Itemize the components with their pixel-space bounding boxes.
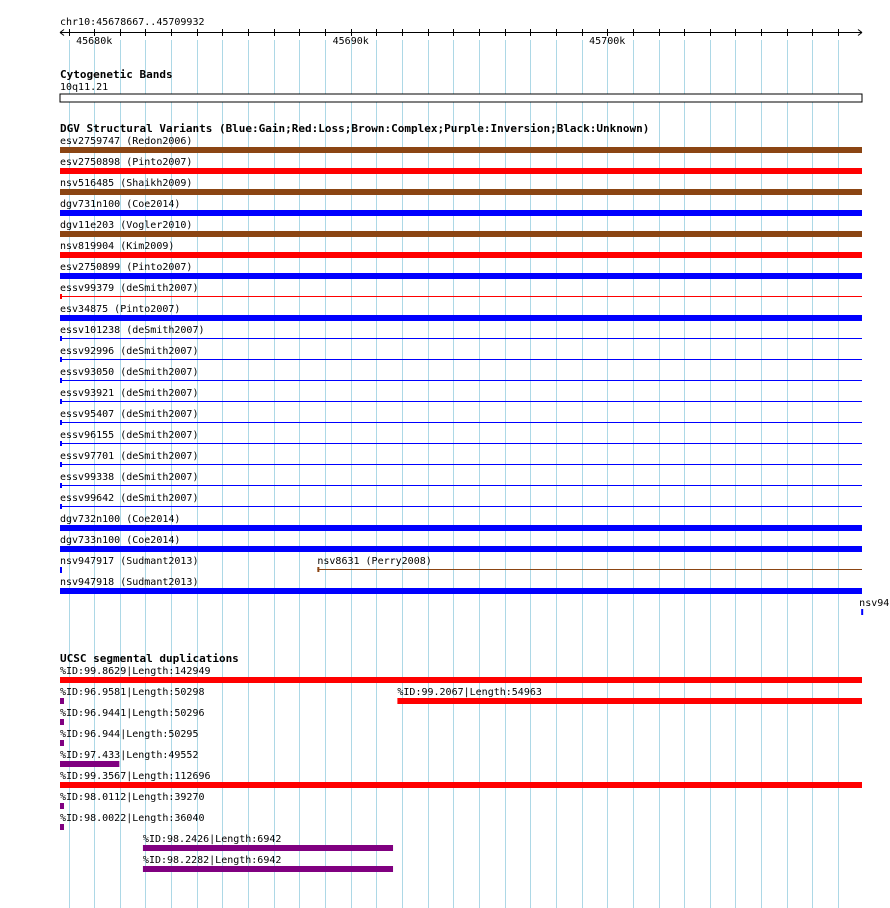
dgv-feature-bar[interactable] xyxy=(60,168,862,174)
segdup-feature[interactable] xyxy=(60,813,205,830)
dgv-feature-bar[interactable] xyxy=(60,189,862,195)
dgv-feature[interactable] xyxy=(60,157,862,174)
dgv-feature[interactable] xyxy=(60,514,862,531)
dgv-feature-bar[interactable] xyxy=(60,210,862,216)
dgv-feature[interactable] xyxy=(60,451,862,467)
segdup-feature[interactable] xyxy=(397,687,862,704)
dgv-feature[interactable] xyxy=(60,367,862,383)
dgv-feature-end xyxy=(60,294,62,299)
dgv-feature-label: esv34875 (Pinto2007) xyxy=(60,304,181,315)
dgv-feature-end xyxy=(60,420,62,425)
dgv-feature-end xyxy=(60,399,62,404)
dgv-track xyxy=(60,136,889,615)
dgv-feature-bar[interactable] xyxy=(60,443,862,444)
dgv-feature-end xyxy=(60,378,62,383)
dgv-feature-bar[interactable] xyxy=(60,506,862,507)
dgv-feature-bar[interactable] xyxy=(60,231,862,237)
dgv-feature[interactable] xyxy=(859,598,889,615)
dgv-feature[interactable] xyxy=(60,241,862,258)
segdup-feature-label: %ID:99.3567|Length:112696 xyxy=(60,771,211,782)
segdup-feature-label: %ID:96.944|Length:50295 xyxy=(60,729,199,740)
dgv-feature[interactable] xyxy=(60,178,862,195)
segdup-feature-label: %ID:98.0112|Length:39270 xyxy=(60,792,205,803)
region-coordinates: chr10:45678667..45709932 xyxy=(60,17,205,28)
dgv-feature-label: essv101238 (deSmith2007) xyxy=(60,325,205,336)
ruler-tick-label: 45700k xyxy=(589,36,626,47)
cytoband-bar[interactable] xyxy=(60,94,862,102)
segdup-feature-bar[interactable] xyxy=(60,761,119,767)
dgv-feature-end xyxy=(60,336,62,341)
segdup-feature[interactable] xyxy=(143,834,393,851)
dgv-feature-bar[interactable] xyxy=(60,567,62,573)
dgv-feature-bar[interactable] xyxy=(60,380,862,381)
segdup-feature[interactable] xyxy=(60,729,198,746)
dgv-feature-label: dgv731n100 (Coe2014) xyxy=(60,199,181,210)
segdup-feature-bar[interactable] xyxy=(143,866,393,872)
segdup-feature-bar[interactable] xyxy=(60,698,64,704)
dgv-feature[interactable] xyxy=(60,577,862,594)
dgv-feature-bar[interactable] xyxy=(60,401,862,402)
dgv-feature[interactable] xyxy=(60,325,862,341)
dgv-feature-end xyxy=(60,441,62,446)
dgv-feature[interactable] xyxy=(60,346,862,362)
dgv-feature-end xyxy=(60,504,62,509)
dgv-feature-bar[interactable] xyxy=(60,147,862,153)
dgv-feature-label: nsv8631 (Perry2008) xyxy=(317,556,432,567)
dgv-feature-label: essv95407 (deSmith2007) xyxy=(60,409,199,420)
dgv-feature-bar[interactable] xyxy=(60,546,862,552)
segdup-feature[interactable] xyxy=(60,666,862,683)
segdup-track xyxy=(60,666,862,872)
dgv-feature-label: nsv516485 (Shaikh2009) xyxy=(60,178,193,189)
dgv-feature[interactable] xyxy=(60,430,862,446)
dgv-feature[interactable] xyxy=(60,535,862,552)
dgv-feature-label: nsv947917 (Sudmant2013) xyxy=(60,556,199,567)
dgv-feature-bar[interactable] xyxy=(60,464,862,465)
dgv-feature-label: dgv733n100 (Coe2014) xyxy=(60,535,181,546)
segdup-feature-bar[interactable] xyxy=(60,803,64,809)
segdup-feature-label: %ID:99.2067|Length:54963 xyxy=(397,687,542,698)
segdup-feature-bar[interactable] xyxy=(60,824,64,830)
dgv-feature-label: essv93050 (deSmith2007) xyxy=(60,367,199,378)
dgv-feature-label: esv2750898 (Pinto2007) xyxy=(60,157,193,168)
segdup-feature[interactable] xyxy=(60,771,862,788)
segdup-feature-bar[interactable] xyxy=(60,677,862,683)
segdup-feature-bar[interactable] xyxy=(143,845,393,851)
scale-ruler xyxy=(60,29,862,47)
segdup-track-title[interactable]: UCSC segmental duplications xyxy=(60,652,239,665)
segdup-feature[interactable] xyxy=(60,792,205,809)
dgv-feature-bar[interactable] xyxy=(60,296,862,297)
dgv-feature[interactable] xyxy=(60,493,862,509)
segdup-feature[interactable] xyxy=(60,687,205,704)
dgv-feature-label: essv99642 (deSmith2007) xyxy=(60,493,199,504)
cytoband-label: 10q11.21 xyxy=(60,82,109,93)
dgv-feature-bar[interactable] xyxy=(60,359,862,360)
dgv-feature-label: dgv732n100 (Coe2014) xyxy=(60,514,181,525)
dgv-feature-label: essv99338 (deSmith2007) xyxy=(60,472,199,483)
dgv-feature-label: nsv94 xyxy=(859,598,890,609)
ruler-tick-label: 45690k xyxy=(332,36,369,47)
dgv-feature-label: essv97701 (deSmith2007) xyxy=(60,451,199,462)
dgv-feature-end xyxy=(60,357,62,362)
dgv-feature[interactable] xyxy=(60,199,862,216)
dgv-feature-bar[interactable] xyxy=(60,315,862,321)
segdup-feature-bar[interactable] xyxy=(60,719,64,725)
dgv-feature[interactable] xyxy=(60,304,862,321)
dgv-feature-label: essv92996 (deSmith2007) xyxy=(60,346,199,357)
segdup-feature-label: %ID:98.2426|Length:6942 xyxy=(142,834,282,845)
dgv-feature-label: esv2750899 (Pinto2007) xyxy=(60,262,193,273)
dgv-feature-label: essv99379 (deSmith2007) xyxy=(60,283,199,294)
dgv-feature-bar[interactable] xyxy=(60,485,862,486)
dgv-feature-bar[interactable] xyxy=(60,252,862,258)
dgv-feature-label: nsv819904 (Kim2009) xyxy=(60,241,175,252)
segdup-feature[interactable] xyxy=(60,750,198,767)
dgv-feature[interactable] xyxy=(60,472,862,488)
dgv-feature-end xyxy=(60,462,62,467)
dgv-track-title[interactable]: DGV Structural Variants (Blue:Gain;Red:Loss;Brown:Complex;Purple:Inversion;Black:Unknown) xyxy=(60,122,650,135)
segdup-feature-label: %ID:96.9441|Length:50296 xyxy=(60,708,205,719)
dgv-feature-bar[interactable] xyxy=(60,273,862,279)
dgv-feature[interactable] xyxy=(60,136,862,153)
segdup-feature-label: %ID:97.433|Length:49552 xyxy=(60,750,199,761)
dgv-feature-label: dgv11e203 (Vogler2010) xyxy=(60,220,193,231)
segdup-feature-bar[interactable] xyxy=(60,782,862,788)
dgv-feature[interactable] xyxy=(60,388,862,404)
dgv-feature-bar[interactable] xyxy=(60,525,862,531)
dgv-feature-label: nsv947918 (Sudmant2013) xyxy=(60,577,199,588)
segdup-feature-bar[interactable] xyxy=(397,698,862,704)
dgv-feature-bar[interactable] xyxy=(60,338,862,339)
dgv-feature-label: essv96155 (deSmith2007) xyxy=(60,430,199,441)
segdup-feature-label: %ID:99.8629|Length:142949 xyxy=(60,666,211,677)
segdup-feature-bar[interactable] xyxy=(60,740,64,746)
dgv-feature[interactable] xyxy=(60,409,862,425)
dgv-feature[interactable] xyxy=(60,262,862,279)
segdup-feature[interactable] xyxy=(60,708,205,725)
dgv-feature[interactable] xyxy=(60,283,862,299)
dgv-feature-label: esv2759747 (Redon2006) xyxy=(60,136,193,147)
dgv-feature-bar[interactable] xyxy=(861,609,863,615)
dgv-feature-bar[interactable] xyxy=(317,569,862,570)
dgv-feature-bar[interactable] xyxy=(60,422,862,423)
dgv-feature-end xyxy=(317,567,319,572)
segdup-feature-label: %ID:98.2282|Length:6942 xyxy=(142,855,282,866)
dgv-feature-bar[interactable] xyxy=(60,588,862,594)
segdup-feature-label: %ID:96.9581|Length:50298 xyxy=(60,687,205,698)
segdup-feature[interactable] xyxy=(143,855,393,872)
dgv-feature-label: essv93921 (deSmith2007) xyxy=(60,388,199,399)
dgv-feature[interactable] xyxy=(60,556,198,573)
ruler-tick-label: 45680k xyxy=(76,36,113,47)
cytoband-track-title[interactable]: Cytogenetic Bands xyxy=(60,68,173,81)
dgv-feature-end xyxy=(60,483,62,488)
dgv-feature[interactable] xyxy=(60,220,862,237)
segdup-feature-label: %ID:98.0022|Length:36040 xyxy=(60,813,205,824)
dgv-feature[interactable] xyxy=(317,556,862,572)
